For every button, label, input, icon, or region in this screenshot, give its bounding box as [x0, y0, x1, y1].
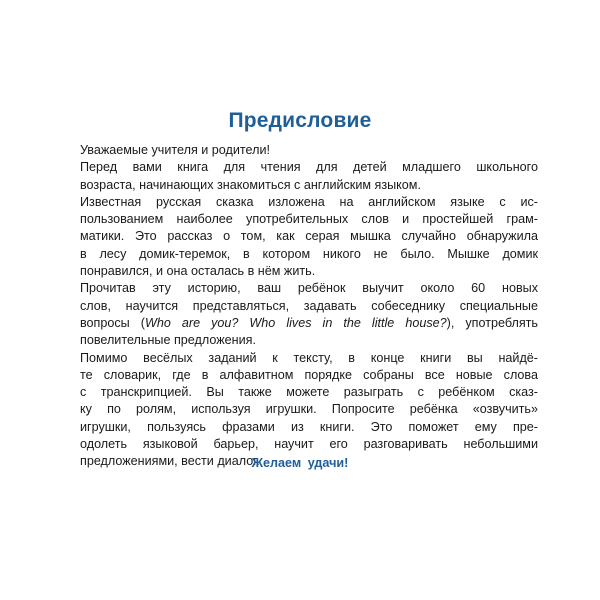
paragraph-2	[62, 194, 538, 280]
paragraph-line: ку по ролям, используя игрушки. Попросите ребёнка «озвучить»	[80, 402, 538, 417]
paragraph-line: Известная русская сказка изложена на английском языке с ис-	[80, 194, 538, 209]
paragraph-3	[62, 280, 538, 349]
preface-body	[62, 142, 538, 471]
italic-english-phrase: Who are you? Who lives in the little house?	[144, 315, 447, 330]
paragraph-line: слов, научится представляться, задавать собеседнику специальные	[80, 298, 538, 313]
paragraph-line: пользованием наиболее употребительных слов и простейшей грам-	[80, 212, 538, 227]
text-segment: вопросы (	[80, 315, 145, 330]
paragraph-line	[62, 315, 538, 332]
paragraph-line: Перед вами книга для чтения для детей младшего школьного	[80, 160, 538, 175]
greeting	[62, 142, 538, 159]
greeting-line: Уважаемые учителя и родители!	[80, 143, 271, 157]
paragraph-line: игрушки, пользуясь фразами из книги. Это поможет ему пре-	[80, 419, 538, 434]
paragraph-line: с транскрипцией. Вы также можете разыграть с ребёнком сказ-	[80, 385, 538, 400]
paragraph-1	[62, 159, 538, 194]
paragraph-line: возраста, начинающих знакомиться с английским языком.	[80, 177, 421, 192]
paragraph-line: повелительные предложения.	[80, 333, 256, 348]
paragraph-line: Прочитав эту историю, ваш ребёнок выучит около 60 новых	[80, 281, 538, 296]
text-segment: ), употреблять	[446, 315, 538, 330]
page-title: Предисловие	[228, 109, 372, 132]
closing-wish: Желаем удачи!	[251, 456, 349, 470]
paragraph-line: Помимо весёлых заданий к тексту, в конце книги вы найдё-	[80, 350, 538, 365]
paragraph-line: матики. Это рассказ о том, как серая мышка случайно обнаружила	[80, 229, 538, 244]
paragraph-line: в лесу домик-теремок, в котором никого не было. Мышке домик	[80, 246, 538, 261]
paragraph-line: предложениями, вести диалог.	[80, 454, 260, 469]
paragraph-4	[62, 350, 538, 471]
paragraph-line: понравился, и она осталась в нём жить.	[80, 264, 316, 279]
paragraph-line: те словарик, где в алфавитном порядке собраны все новые слова	[80, 367, 538, 382]
paragraph-line: одолеть языковой барьер, научит его разговаривать небольшими	[80, 437, 538, 452]
